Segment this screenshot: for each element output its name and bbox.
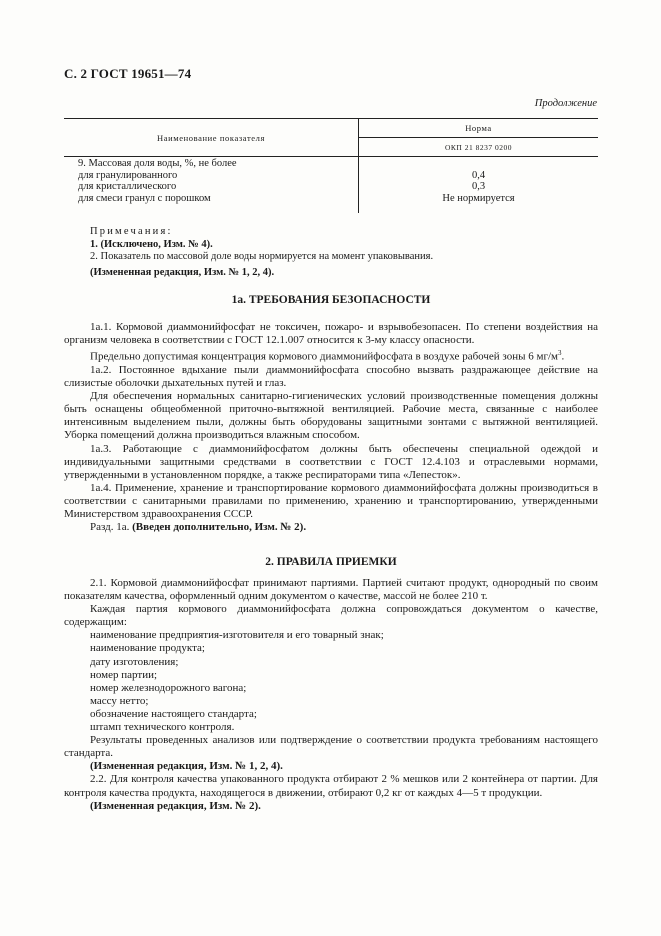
section-safety-body bbox=[64, 321, 598, 534]
list-item: наименование продукта; bbox=[90, 642, 205, 655]
continuation-label: Продолжение bbox=[534, 98, 597, 109]
amendment-note: (Измененная редакция, Изм. № 1, 2, 4). bbox=[90, 267, 275, 278]
norm-value: 0,3 bbox=[471, 181, 486, 192]
norm-cell bbox=[359, 157, 599, 214]
paragraph: 1а.3. Работающие с диаммонийфосфатом должны быть обеспечены специальной одеждой и индивидуальными защитными средствами в соответствии с ГОСТ 12.4.103 и отраслевыми нормами, утвержденными в установленном порядке, а также респираторами типа «Лепесток». bbox=[64, 442, 598, 481]
list-item: обозначение настоящего стандарта; bbox=[90, 707, 257, 720]
paragraph: 1а.4. Применение, хранение и транспортирование кормового диаммонийфосфата должны производиться в соответствии с санитарными правилами по применению, хранению и транспортированию, утвержденными Министерством здравоохранения СССР. bbox=[64, 481, 598, 520]
paragraph: Результаты проведенных анализов или подтверждение о соответствии продукта требованиям настоящего стандарта. bbox=[64, 734, 598, 760]
column-header-norm: Норма bbox=[359, 119, 599, 138]
indicator-name: для кристаллического bbox=[78, 181, 177, 192]
column-header-name: Наименование показателя bbox=[64, 119, 359, 157]
table-notes bbox=[90, 226, 433, 264]
norm-value: Не нормируется bbox=[442, 192, 515, 204]
norm-value: 0,4 bbox=[471, 169, 486, 181]
list-item: штамп технического контроля. bbox=[90, 721, 235, 734]
notes-title: Примечания: bbox=[90, 226, 173, 237]
paragraph: Для обеспечения нормальных санитарно-гигиенических условий производственные помещения должны быть оснащены общеобменной приточно-вытяжной вентиляцией. Рабочие места, связанные с наиболее интенсивным выделением пыли, должны быть оборудованы защитными зонтами с вытяжной вентиляцией. Уборка помещений должна производиться влажным способом. bbox=[64, 390, 598, 442]
amendment-note: (Измененная редакция, Изм. № 1, 2, 4). bbox=[90, 760, 283, 773]
section-acceptance-body bbox=[64, 577, 598, 813]
paragraph: Предельно допустимая концентрация кормового диаммонийфосфата в воздухе рабочей зоны 6 $мг/м^3$. bbox=[90, 349, 565, 363]
note-2: 2. Показатель по массовой доле воды нормируется на момент упаковывания. bbox=[90, 251, 434, 262]
note-1: 1. (Исключено, Изм. № 4). bbox=[90, 238, 213, 250]
paragraph: 2.1. Кормовой диаммонийфосфат принимают партиями. Партией считают продукт, однородный по своим показателям качества, оформленный одним документом о качестве, массой не более 210 т. bbox=[64, 577, 598, 603]
section-title-acceptance: 2. ПРАВИЛА ПРИЕМКИ bbox=[265, 556, 397, 568]
amendment-note: (Измененная редакция, Изм. № 2). bbox=[90, 799, 261, 812]
paragraph: Разд. 1а. (Введен дополнительно, Изм. № 2). bbox=[90, 521, 307, 534]
list-item: массу нетто; bbox=[90, 694, 149, 707]
norm-value bbox=[359, 158, 598, 170]
column-header-okp: ОКП 21 8237 0200 bbox=[359, 138, 599, 157]
list-item: номер железнодорожного вагона; bbox=[90, 681, 247, 694]
indicator-cell bbox=[64, 157, 359, 214]
paragraph: 2.2. Для контроля качества упакованного продукта отбирают 2 % мешков или 2 контейнера от партии. Для контроля качества продукта, находящегося в движении, отбирают 0,2 кг от каждых 4—5 т продукции. bbox=[64, 773, 598, 799]
paragraph: Каждая партия кормового диаммонийфосфата должна сопровождаться документом о качестве, содержащим: bbox=[64, 603, 598, 629]
table-row bbox=[64, 157, 598, 214]
section-title-safety: 1а. ТРЕБОВАНИЯ БЕЗОПАСНОСТИ bbox=[231, 294, 431, 306]
norms-table bbox=[64, 118, 598, 213]
paragraph: 1а.2. Постоянное вдыхание пыли диаммонийфосфата способно вызвать раздражающее действие на слизистые оболочки дыхательных путей и глаз. bbox=[64, 363, 598, 390]
indicator-name: для смеси гранул с порошком bbox=[78, 192, 211, 204]
page-header: С. 2 ГОСТ 19651—74 bbox=[64, 66, 192, 81]
indicator-name: для гранулированного bbox=[78, 169, 178, 181]
indicator-name: 9. Массовая доля воды, %, не более bbox=[78, 158, 237, 169]
list-item: номер партии; bbox=[90, 668, 158, 681]
paragraph: 1а.1. Кормовой диаммонийфосфат не токсичен, пожаро- и взрывобезопасен. По степени воздействия на организм человека в соответствии с ГОСТ 12.1.007 относится к 3-му классу опасности. bbox=[64, 321, 598, 347]
list-item: дату изготовления; bbox=[90, 655, 179, 668]
list-item: наименование предприятия-изготовителя и его товарный знак; bbox=[90, 629, 384, 642]
